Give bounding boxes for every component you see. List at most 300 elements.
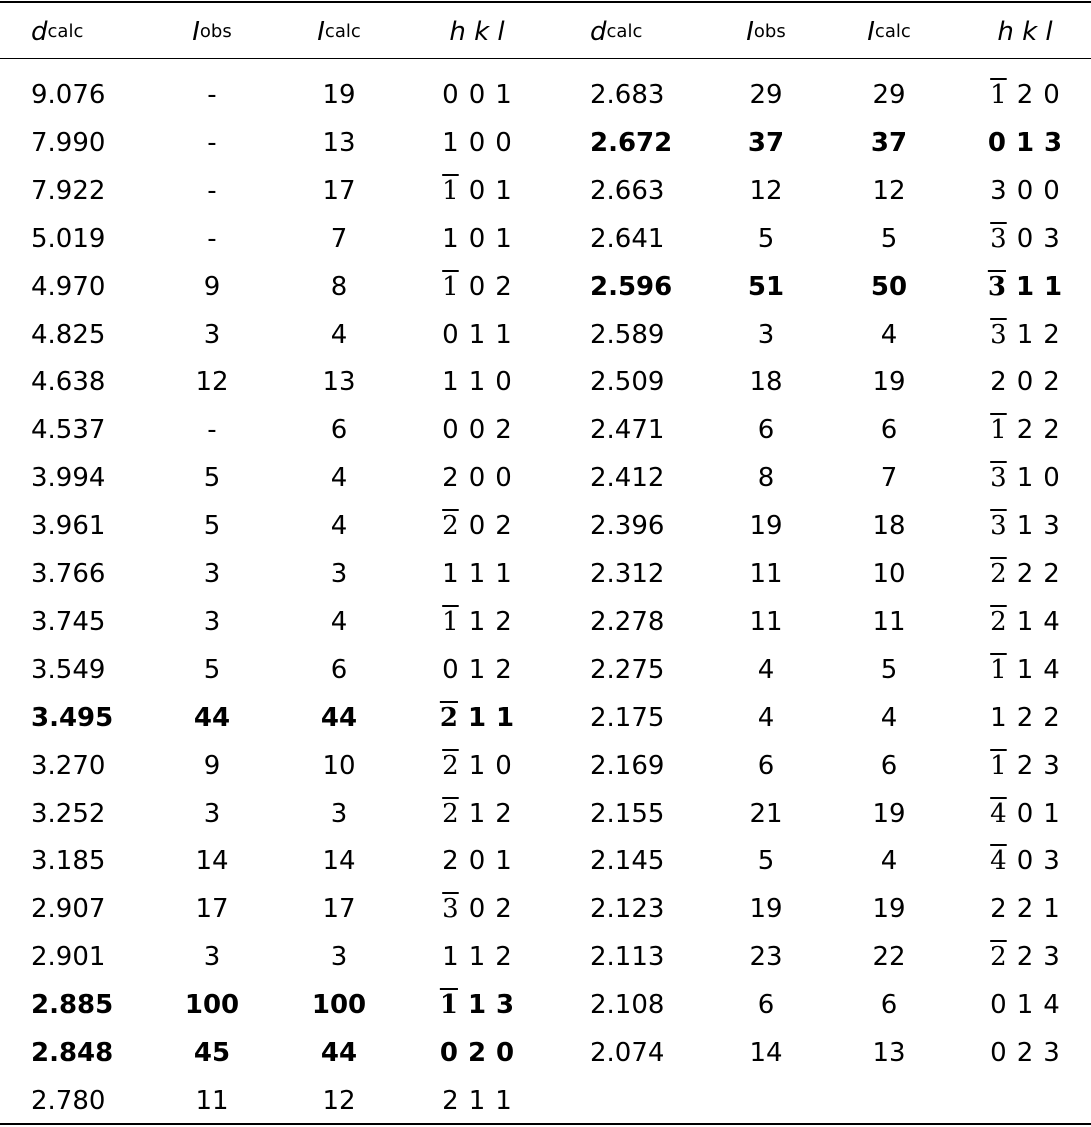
miller-index: 3 <box>987 271 1006 302</box>
d-calc-cell: 3.270 <box>31 750 106 781</box>
hkl-cell <box>990 406 1060 454</box>
i-calc-cell: 19 <box>872 367 906 398</box>
d-calc-cell: 2.145 <box>590 846 665 877</box>
i-obs-cell: 14 <box>749 1038 783 1068</box>
miller-index: 0 <box>468 80 486 110</box>
miller-index: 2 <box>1043 415 1060 446</box>
miller-index: 1 <box>467 702 487 733</box>
miller-index: 0 <box>1016 798 1034 829</box>
i-calc-cell: 10 <box>322 750 356 781</box>
miller-index: 1 <box>990 415 1007 446</box>
i-obs-cell: 11 <box>749 606 783 637</box>
miller-index: 2 <box>467 1038 487 1068</box>
table-row <box>0 406 1091 454</box>
i-obs-cell: 3 <box>203 559 221 589</box>
miller-index: 4 <box>990 846 1007 877</box>
miller-index: 0 <box>1043 80 1060 110</box>
header-d-calc-right: d calc <box>590 17 643 47</box>
i-calc-cell: 37 <box>870 127 908 158</box>
miller-index: 4 <box>990 798 1007 829</box>
i-obs-cell: 29 <box>749 80 783 110</box>
miller-index: 1 <box>442 606 459 637</box>
i-calc-cell: 44 <box>320 702 358 733</box>
table-row <box>0 119 1091 167</box>
header-d-calc-left: d calc <box>31 17 84 47</box>
miller-index: 1 <box>495 559 512 589</box>
miller-index: 2 <box>495 271 512 302</box>
i-calc-cell: 4 <box>330 511 348 542</box>
miller-index: 0 <box>442 654 459 685</box>
d-calc-cell: 2.275 <box>590 654 665 685</box>
d-calc-cell: 4.638 <box>31 367 106 398</box>
i-calc-cell: 3 <box>330 559 348 589</box>
i-calc-cell: 3 <box>330 798 348 829</box>
miller-index: 2 <box>442 846 459 877</box>
miller-index: 2 <box>1016 750 1034 781</box>
i-calc-cell: 4 <box>330 606 348 637</box>
miller-index: 0 <box>1016 223 1034 254</box>
i-calc-cell: 44 <box>320 1038 358 1068</box>
miller-index: 0 <box>1043 175 1060 206</box>
d-calc-cell: 3.961 <box>31 511 106 542</box>
i-calc-cell: 13 <box>872 1038 906 1068</box>
i-calc-cell: 29 <box>872 80 906 110</box>
d-calc-cell: 3.994 <box>31 463 106 494</box>
miller-index: 1 <box>468 606 486 637</box>
table-row <box>0 263 1091 311</box>
miller-index: 1 <box>495 223 512 254</box>
miller-index: 1 <box>468 942 486 973</box>
i-obs-cell: 4 <box>757 654 775 685</box>
miller-index: 1 <box>495 319 512 350</box>
i-calc-cell: 18 <box>872 511 906 542</box>
hkl-cell <box>990 215 1060 263</box>
miller-index: 0 <box>468 894 486 925</box>
miller-index: 1 <box>1016 654 1034 685</box>
i-obs-cell: - <box>207 127 217 158</box>
i-obs-cell: 14 <box>195 846 229 877</box>
hkl-cell <box>990 790 1060 838</box>
miller-index: 1 <box>1016 463 1034 494</box>
table-row <box>0 598 1091 646</box>
i-obs-cell: - <box>207 223 217 254</box>
d-calc-cell: 3.495 <box>31 702 114 733</box>
i-calc-cell: 5 <box>880 223 898 254</box>
miller-index: 3 <box>496 990 515 1021</box>
top-rule <box>0 1 1091 3</box>
miller-index: 2 <box>442 1085 459 1116</box>
d-calc-cell: 7.990 <box>31 127 106 158</box>
miller-index: 2 <box>990 894 1007 925</box>
miller-index: 0 <box>1043 463 1060 494</box>
hkl-cell <box>442 1077 512 1125</box>
miller-index: 1 <box>442 271 459 302</box>
d-calc-cell: 5.019 <box>31 223 106 254</box>
i-obs-cell: - <box>207 175 217 206</box>
miller-index: 0 <box>468 511 486 542</box>
miller-index: 0 <box>468 846 486 877</box>
miller-index: 2 <box>1016 559 1034 589</box>
miller-index: 3 <box>990 319 1007 350</box>
i-obs-cell: 51 <box>747 271 785 302</box>
i-obs-cell: 5 <box>757 846 775 877</box>
miller-index: 1 <box>468 319 486 350</box>
i-calc-cell: 4 <box>880 846 898 877</box>
miller-index: 3 <box>1043 942 1060 973</box>
i-calc-cell: 17 <box>322 175 356 206</box>
miller-index: 2 <box>495 798 512 829</box>
hkl-cell <box>990 646 1060 694</box>
i-obs-cell: 37 <box>747 127 785 158</box>
d-calc-cell: 2.907 <box>31 894 106 925</box>
d-calc-cell: 2.471 <box>590 415 665 446</box>
header-rule <box>0 58 1091 59</box>
miller-index: 2 <box>495 606 512 637</box>
miller-index: 2 <box>442 463 459 494</box>
miller-index: 0 <box>439 1038 458 1068</box>
miller-index: 1 <box>442 559 459 589</box>
miller-index: 1 <box>442 223 459 254</box>
d-calc-cell: 3.766 <box>31 559 106 589</box>
miller-index: 2 <box>1016 415 1034 446</box>
i-calc-cell: 6 <box>880 990 898 1021</box>
miller-index: 1 <box>1015 127 1035 158</box>
d-calc-cell: 2.901 <box>31 942 106 973</box>
miller-index: 0 <box>990 990 1007 1021</box>
miller-index: 4 <box>1043 606 1060 637</box>
miller-index: 2 <box>442 750 459 781</box>
miller-index: 2 <box>495 415 512 446</box>
hkl-cell <box>990 167 1060 215</box>
miller-index: 2 <box>1043 702 1060 733</box>
d-calc-cell: 2.169 <box>590 750 665 781</box>
i-calc-cell: 22 <box>872 942 906 973</box>
miller-index: 2 <box>495 511 512 542</box>
table-row <box>0 215 1091 263</box>
table-row <box>0 502 1091 550</box>
i-obs-cell: 11 <box>749 559 783 589</box>
hkl-cell <box>990 71 1060 119</box>
i-obs-cell: 12 <box>195 367 229 398</box>
miller-index: 1 <box>442 942 459 973</box>
d-calc-cell: 2.123 <box>590 894 665 925</box>
miller-index: 1 <box>442 175 459 206</box>
table-row <box>0 167 1091 215</box>
miller-index: 1 <box>1016 606 1034 637</box>
i-calc-cell: 4 <box>880 702 898 733</box>
miller-index: 1 <box>468 1085 486 1116</box>
i-calc-cell: 19 <box>872 894 906 925</box>
hkl-cell <box>990 933 1060 981</box>
d-calc-cell: 9.076 <box>31 80 106 110</box>
table-row <box>0 981 1091 1029</box>
i-obs-cell: 3 <box>203 798 221 829</box>
d-calc-cell: 2.663 <box>590 175 665 206</box>
miller-index: 2 <box>1016 80 1034 110</box>
d-calc-cell: 2.683 <box>590 80 665 110</box>
d-calc-cell: 2.589 <box>590 319 665 350</box>
miller-index: 4 <box>1043 654 1060 685</box>
miller-index: 3 <box>1043 750 1060 781</box>
i-obs-cell: 6 <box>757 750 775 781</box>
miller-index: 1 <box>495 1085 512 1116</box>
d-calc-cell: 2.780 <box>31 1085 106 1116</box>
miller-index: 1 <box>1044 271 1063 302</box>
i-obs-cell: 3 <box>757 319 775 350</box>
i-obs-cell: 5 <box>203 654 221 685</box>
miller-index: 3 <box>990 175 1007 206</box>
miller-index: 0 <box>495 750 512 781</box>
miller-index: 0 <box>468 271 486 302</box>
i-calc-cell: 8 <box>330 271 348 302</box>
d-calc-cell: 2.074 <box>590 1038 665 1068</box>
table-row <box>0 1077 1091 1125</box>
hkl-cell <box>988 263 1062 311</box>
miller-index: 1 <box>439 990 458 1021</box>
header-hkl-right: h k l <box>997 17 1053 47</box>
i-obs-cell: - <box>207 415 217 446</box>
miller-index: 1 <box>990 654 1007 685</box>
d-calc-cell: 2.885 <box>31 990 114 1021</box>
miller-index: 1 <box>442 367 459 398</box>
d-calc-cell: 2.509 <box>590 367 665 398</box>
i-obs-cell: 12 <box>749 175 783 206</box>
hkl-cell <box>990 1029 1060 1077</box>
miller-index: 1 <box>468 798 486 829</box>
miller-index: 3 <box>990 511 1007 542</box>
i-calc-cell: 10 <box>872 559 906 589</box>
i-calc-cell: 50 <box>870 271 908 302</box>
i-obs-cell: 9 <box>203 271 221 302</box>
header-i-obs-left: I obs <box>192 17 232 47</box>
d-calc-cell: 2.113 <box>590 942 665 973</box>
miller-index: 2 <box>439 702 458 733</box>
header-row <box>0 10 1091 54</box>
miller-index: 2 <box>442 798 459 829</box>
table-row <box>0 454 1091 502</box>
i-obs-cell: 5 <box>203 511 221 542</box>
miller-index: 2 <box>990 559 1007 589</box>
i-obs-cell: 9 <box>203 750 221 781</box>
i-calc-cell: 12 <box>322 1085 356 1116</box>
miller-index: 1 <box>496 702 515 733</box>
miller-index: 1 <box>1043 894 1060 925</box>
i-obs-cell: - <box>207 80 217 110</box>
miller-index: 1 <box>468 559 486 589</box>
miller-index: 1 <box>1043 798 1060 829</box>
miller-index: 1 <box>495 80 512 110</box>
i-calc-cell: 4 <box>330 319 348 350</box>
miller-index: 0 <box>468 415 486 446</box>
hkl-cell <box>990 885 1060 933</box>
miller-index: 0 <box>495 127 512 158</box>
miller-index: 2 <box>1016 942 1034 973</box>
miller-index: 0 <box>468 127 486 158</box>
miller-index: 3 <box>990 463 1007 494</box>
i-obs-cell: 5 <box>757 223 775 254</box>
miller-index: 1 <box>495 846 512 877</box>
table-row <box>0 71 1091 119</box>
i-obs-cell: 100 <box>184 990 240 1021</box>
d-calc-cell: 2.672 <box>590 127 673 158</box>
i-obs-cell: 3 <box>203 942 221 973</box>
hkl-cell <box>990 694 1060 742</box>
i-calc-cell: 6 <box>330 415 348 446</box>
i-obs-cell: 11 <box>195 1085 229 1116</box>
header-i-calc-right: I calc <box>867 17 911 47</box>
miller-index: 3 <box>1043 511 1060 542</box>
table-row <box>0 837 1091 885</box>
i-obs-cell: 3 <box>203 606 221 637</box>
i-calc-cell: 13 <box>322 127 356 158</box>
d-calc-cell: 3.549 <box>31 654 106 685</box>
d-calc-cell: 2.278 <box>590 606 665 637</box>
miller-index: 1 <box>468 750 486 781</box>
miller-index: 3 <box>1043 846 1060 877</box>
table-row <box>0 885 1091 933</box>
miller-index: 0 <box>495 367 512 398</box>
d-calc-cell: 2.412 <box>590 463 665 494</box>
d-calc-cell: 2.641 <box>590 223 665 254</box>
i-obs-cell: 8 <box>757 463 775 494</box>
i-calc-cell: 4 <box>330 463 348 494</box>
i-obs-cell: 21 <box>749 798 783 829</box>
miller-index: 0 <box>990 1038 1007 1068</box>
miller-index: 2 <box>495 942 512 973</box>
table-row <box>0 646 1091 694</box>
i-obs-cell: 6 <box>757 990 775 1021</box>
miller-index: 1 <box>990 80 1007 110</box>
miller-index: 2 <box>1016 1038 1034 1068</box>
miller-index: 1 <box>990 750 1007 781</box>
i-obs-cell: 19 <box>749 894 783 925</box>
table-row <box>0 311 1091 359</box>
hkl-cell <box>990 454 1060 502</box>
miller-index: 1 <box>1016 990 1034 1021</box>
table-row <box>0 694 1091 742</box>
i-calc-cell: 6 <box>880 750 898 781</box>
hkl-cell <box>990 837 1060 885</box>
i-obs-cell: 18 <box>749 367 783 398</box>
header-hkl-left: h k l <box>449 17 505 47</box>
hkl-cell <box>990 981 1060 1029</box>
miller-index: 0 <box>442 319 459 350</box>
miller-index: 3 <box>1043 1038 1060 1068</box>
i-calc-cell: 17 <box>322 894 356 925</box>
i-calc-cell: 3 <box>330 942 348 973</box>
table-row <box>0 742 1091 790</box>
table-row <box>0 790 1091 838</box>
miller-index: 2 <box>1043 319 1060 350</box>
hkl-cell <box>990 598 1060 646</box>
i-calc-cell: 7 <box>330 223 348 254</box>
d-calc-cell: 2.848 <box>31 1038 114 1068</box>
miller-index: 2 <box>990 942 1007 973</box>
i-obs-cell: 6 <box>757 415 775 446</box>
i-calc-cell: 13 <box>322 367 356 398</box>
header-i-obs-right: I obs <box>746 17 786 47</box>
miller-index: 2 <box>495 894 512 925</box>
miller-index: 4 <box>1043 990 1060 1021</box>
i-obs-cell: 5 <box>203 463 221 494</box>
miller-index: 2 <box>1043 559 1060 589</box>
miller-index: 1 <box>468 654 486 685</box>
i-calc-cell: 19 <box>322 80 356 110</box>
d-calc-cell: 4.537 <box>31 415 106 446</box>
d-calc-cell: 4.970 <box>31 271 106 302</box>
i-obs-cell: 45 <box>193 1038 231 1068</box>
table-row <box>0 1029 1091 1077</box>
d-calc-cell: 7.922 <box>31 175 106 206</box>
miller-index: 3 <box>1044 127 1063 158</box>
miller-index: 1 <box>442 127 459 158</box>
i-obs-cell: 19 <box>749 511 783 542</box>
miller-index: 2 <box>1016 702 1034 733</box>
d-calc-cell: 3.252 <box>31 798 106 829</box>
hkl-cell <box>990 502 1060 550</box>
d-calc-cell: 3.745 <box>31 606 106 637</box>
miller-index: 0 <box>468 175 486 206</box>
miller-index: 0 <box>987 127 1006 158</box>
i-calc-cell: 5 <box>880 654 898 685</box>
miller-index: 0 <box>1016 846 1034 877</box>
i-obs-cell: 44 <box>193 702 231 733</box>
i-calc-cell: 7 <box>880 463 898 494</box>
miller-index: 0 <box>468 223 486 254</box>
miller-index: 3 <box>442 894 459 925</box>
hkl-cell <box>990 550 1060 598</box>
miller-index: 3 <box>1043 223 1060 254</box>
hkl-cell <box>990 311 1060 359</box>
miller-index: 0 <box>442 80 459 110</box>
hkl-cell <box>988 119 1062 167</box>
miller-index: 0 <box>495 463 512 494</box>
d-calc-cell: 3.185 <box>31 846 106 877</box>
d-calc-cell: 2.175 <box>590 702 665 733</box>
i-calc-cell: 11 <box>872 606 906 637</box>
miller-index: 1 <box>468 367 486 398</box>
miller-index: 1 <box>990 702 1007 733</box>
i-calc-cell: 12 <box>872 175 906 206</box>
hkl-cell <box>990 742 1060 790</box>
miller-index: 1 <box>495 175 512 206</box>
miller-index: 1 <box>1015 271 1035 302</box>
miller-index: 0 <box>442 415 459 446</box>
i-calc-cell: 19 <box>872 798 906 829</box>
table-row <box>0 358 1091 406</box>
miller-index: 0 <box>1016 175 1034 206</box>
miller-index: 2 <box>990 367 1007 398</box>
miller-index: 2 <box>1016 894 1034 925</box>
table-row <box>0 550 1091 598</box>
d-calc-cell: 2.108 <box>590 990 665 1021</box>
i-obs-cell: 17 <box>195 894 229 925</box>
miller-index: 3 <box>990 223 1007 254</box>
header-i-calc-left: I calc <box>317 17 361 47</box>
miller-index: 1 <box>1016 511 1034 542</box>
hkl-cell <box>990 358 1060 406</box>
miller-index: 2 <box>990 606 1007 637</box>
d-calc-cell: 2.596 <box>590 271 673 302</box>
i-calc-cell: 6 <box>880 415 898 446</box>
miller-index: 2 <box>442 511 459 542</box>
d-calc-cell: 2.312 <box>590 559 665 589</box>
i-obs-cell: 23 <box>749 942 783 973</box>
miller-index: 0 <box>468 463 486 494</box>
i-calc-cell: 14 <box>322 846 356 877</box>
table-row <box>0 933 1091 981</box>
miller-index: 1 <box>467 990 487 1021</box>
